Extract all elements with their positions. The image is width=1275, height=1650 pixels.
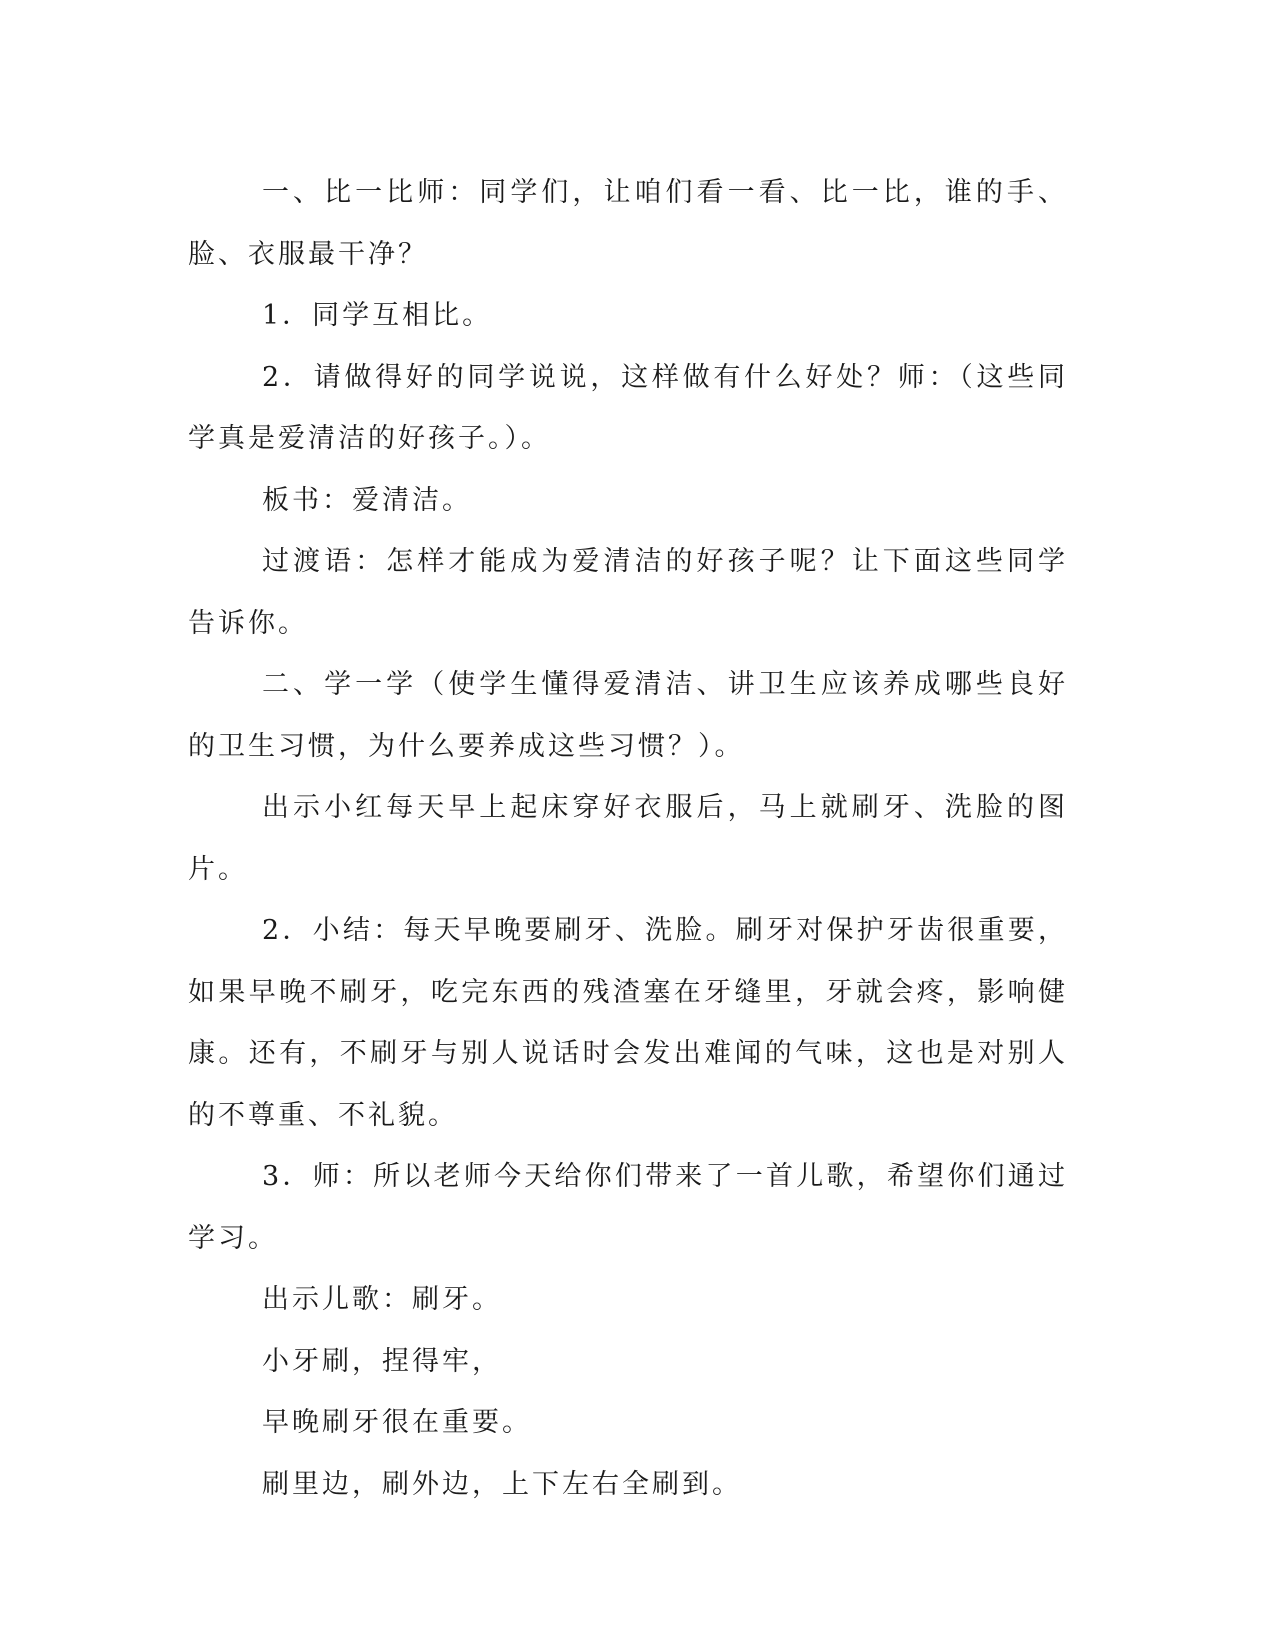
paragraph-song-title: 出示儿歌：刷牙。 <box>262 1284 502 1315</box>
paragraph-learn-section: 二、学一学（使学生懂得爱清洁、讲卫生应该养成哪些良好的卫生习惯，为什么要养成这些习惯？）。 <box>188 669 1068 762</box>
paragraph-transition: 过渡语：怎样才能成为爱清洁的好孩子呢？让下面这些同学告诉你。 <box>188 546 1068 639</box>
document-body <box>188 162 1068 1515</box>
paragraph-benefits-question: 2．请做得好的同学说说，这样做有什么好处？师：（这些同学真是爱清洁的好孩子。）。 <box>188 361 1068 454</box>
song-line: 刷里边，刷外边，上下左右全刷到。 <box>262 1468 742 1500</box>
paragraph-blackboard: 板书：爱清洁。 <box>262 484 472 516</box>
paragraph-compare-each-other: 1．同学互相比。 <box>262 300 493 331</box>
paragraph-show-picture: 出示小红每天早上起床穿好衣服后，马上就刷牙、洗脸的图片。 <box>188 792 1068 885</box>
paragraph-teacher-song: 3．师：所以老师今天给你们带来了一首儿歌，希望你们通过学习。 <box>188 1161 1068 1254</box>
song-line: 早晚刷牙很在重要。 <box>262 1407 532 1438</box>
paragraph-summary: 2．小结：每天早晚要刷牙、洗脸。刷牙对保护牙齿很重要，如果早晚不刷牙，吃完东西的残渣塞在牙缝里，牙就会疼，影响健康。还有，不刷牙与别人说话时会发出难闻的气味，这也是对别人的不尊重、不礼貌。 <box>188 915 1068 1131</box>
song-line: 小牙刷，捏得牢， <box>262 1345 502 1377</box>
paragraph-compare-intro: 一、比一比师：同学们，让咱们看一看、比一比，谁的手、脸、衣服最干净？ <box>188 177 1068 270</box>
